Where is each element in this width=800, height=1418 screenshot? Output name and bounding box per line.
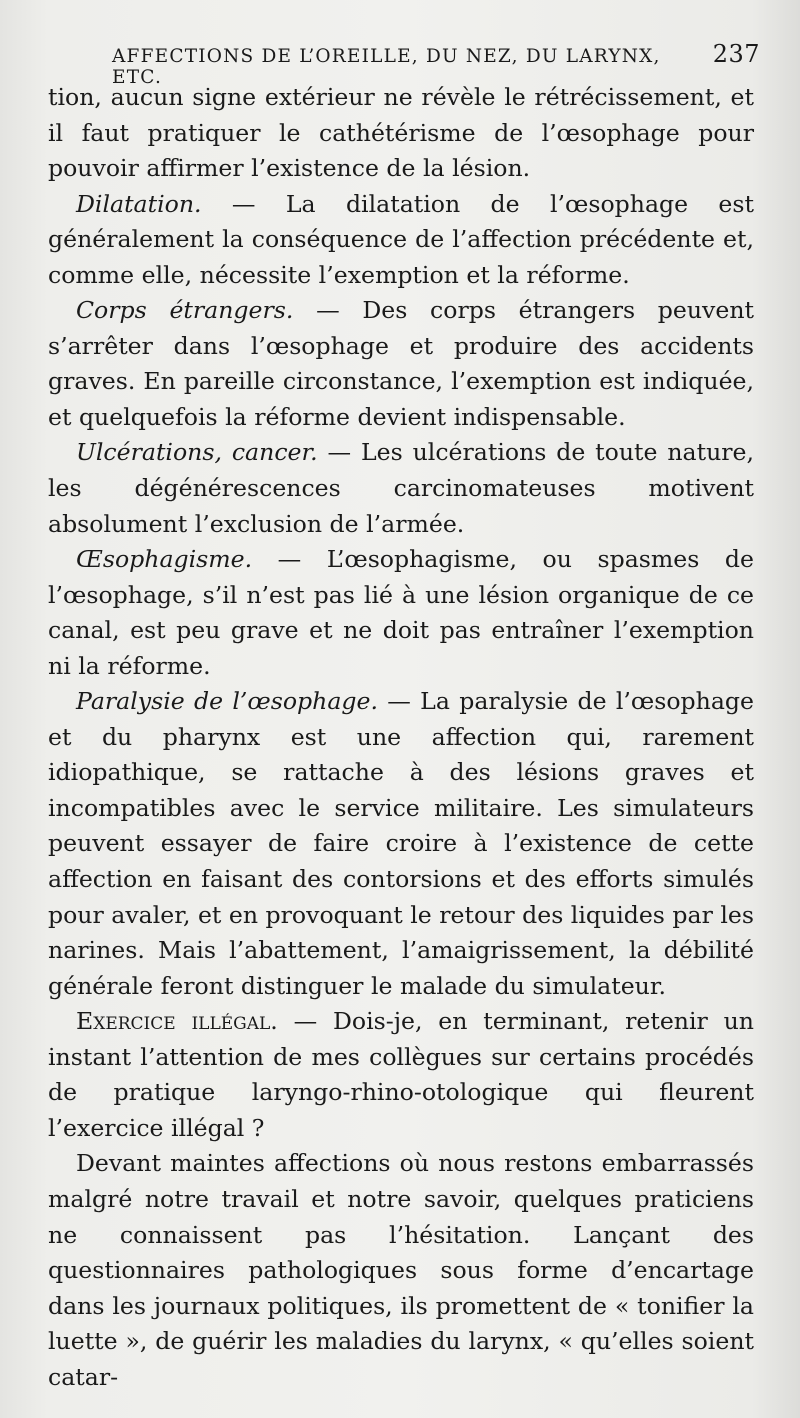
page-number: 237 — [712, 40, 760, 68]
paragraph-text: Devant maintes affections où nous restons embarrassés malgré notre travail et notre savoir, quelques praticiens ne connaissent pas l’hésitation. Lançant des questionnaires pathologiques sous forme d’encartage dans les journaux politiques, ils promettent de « tonifier la luette », de guérir les maladies du larynx, « qu’elles soient catar- — [48, 1149, 754, 1391]
section-heading: Œsophagisme. — [76, 545, 253, 574]
paragraph-text: — L’œsophagisme, ou spasmes de l’œsophage, s’il n’est pas lié à une lésion organique de ce canal, est peu grave et ne doit pas entraîner l’exemption ni la réforme. — [48, 545, 754, 680]
section-heading: Paralysie de l’œsophage. — [76, 687, 378, 716]
paragraph-oesophagisme — [48, 542, 754, 684]
paragraph-text: — La paralysie de l’œsophage et du pharynx est une affection qui, rarement idiopathique, se rattache à des lésions graves et incompatibles avec le service militaire. Les simulateurs peuvent essayer de faire croire à l’existence de cette affection en faisant des contorsions et des efforts simulés pour avaler, et en provoquant le retour des liquides par les narines. Mais l’abattement, l’amaigrissement, la débilité générale feront distinguer le malade du simulateur. — [48, 687, 754, 1000]
paragraph-text: — La dilatation de l’œsophage est généralement la conséquence de l’affection précédente et, comme elle, nécessite l’exemption et la réforme. — [48, 189, 754, 289]
section-heading: Exercice illégal. — [76, 1007, 278, 1036]
section-heading: Dilatation. — [76, 189, 202, 218]
paragraph-text: — Dois-je, en terminant, retenir un instant l’attention de mes collègues sur certains procédés de pratique laryngo-rhino-otologique qui fleurent l’exercice illégal ? — [48, 1007, 754, 1142]
section-heading: Corps étrangers. — [76, 296, 294, 325]
paragraph-text: — Des corps étrangers peuvent s’arrêter dans l’œsophage et produire des accidents graves. En pareille circonstance, l’exemption est indiquée, et quelquefois la réforme devient indispensable. — [48, 296, 755, 431]
paragraph-devant — [48, 1146, 754, 1395]
paragraph-ulcerations — [48, 435, 754, 542]
paragraph-corps-etrangers — [48, 293, 754, 435]
paragraph-paralysie — [48, 684, 754, 1004]
section-heading: Ulcérations, cancer. — [76, 438, 318, 467]
running-head — [112, 40, 760, 88]
page-body — [48, 80, 754, 1395]
paragraph-dilatation — [48, 187, 754, 294]
paragraph-continuation — [48, 80, 754, 187]
paragraph-exercice-illegal — [48, 1004, 754, 1146]
paragraph-text: tion, aucun signe extérieur ne révèle le rétrécissement, et il faut pratiquer le cathétérisme de l’œsophage pour pouvoir affirmer l’existence de la lésion. — [48, 83, 754, 183]
running-title: AFFECTIONS DE L’OREILLE, DU NEZ, DU LARYNX, ETC. — [112, 46, 661, 88]
paragraph-text: — Les ulcérations de toute nature, les dégénérescences carcinomateuses motivent absolument l’exclusion de l’armée. — [48, 438, 755, 538]
